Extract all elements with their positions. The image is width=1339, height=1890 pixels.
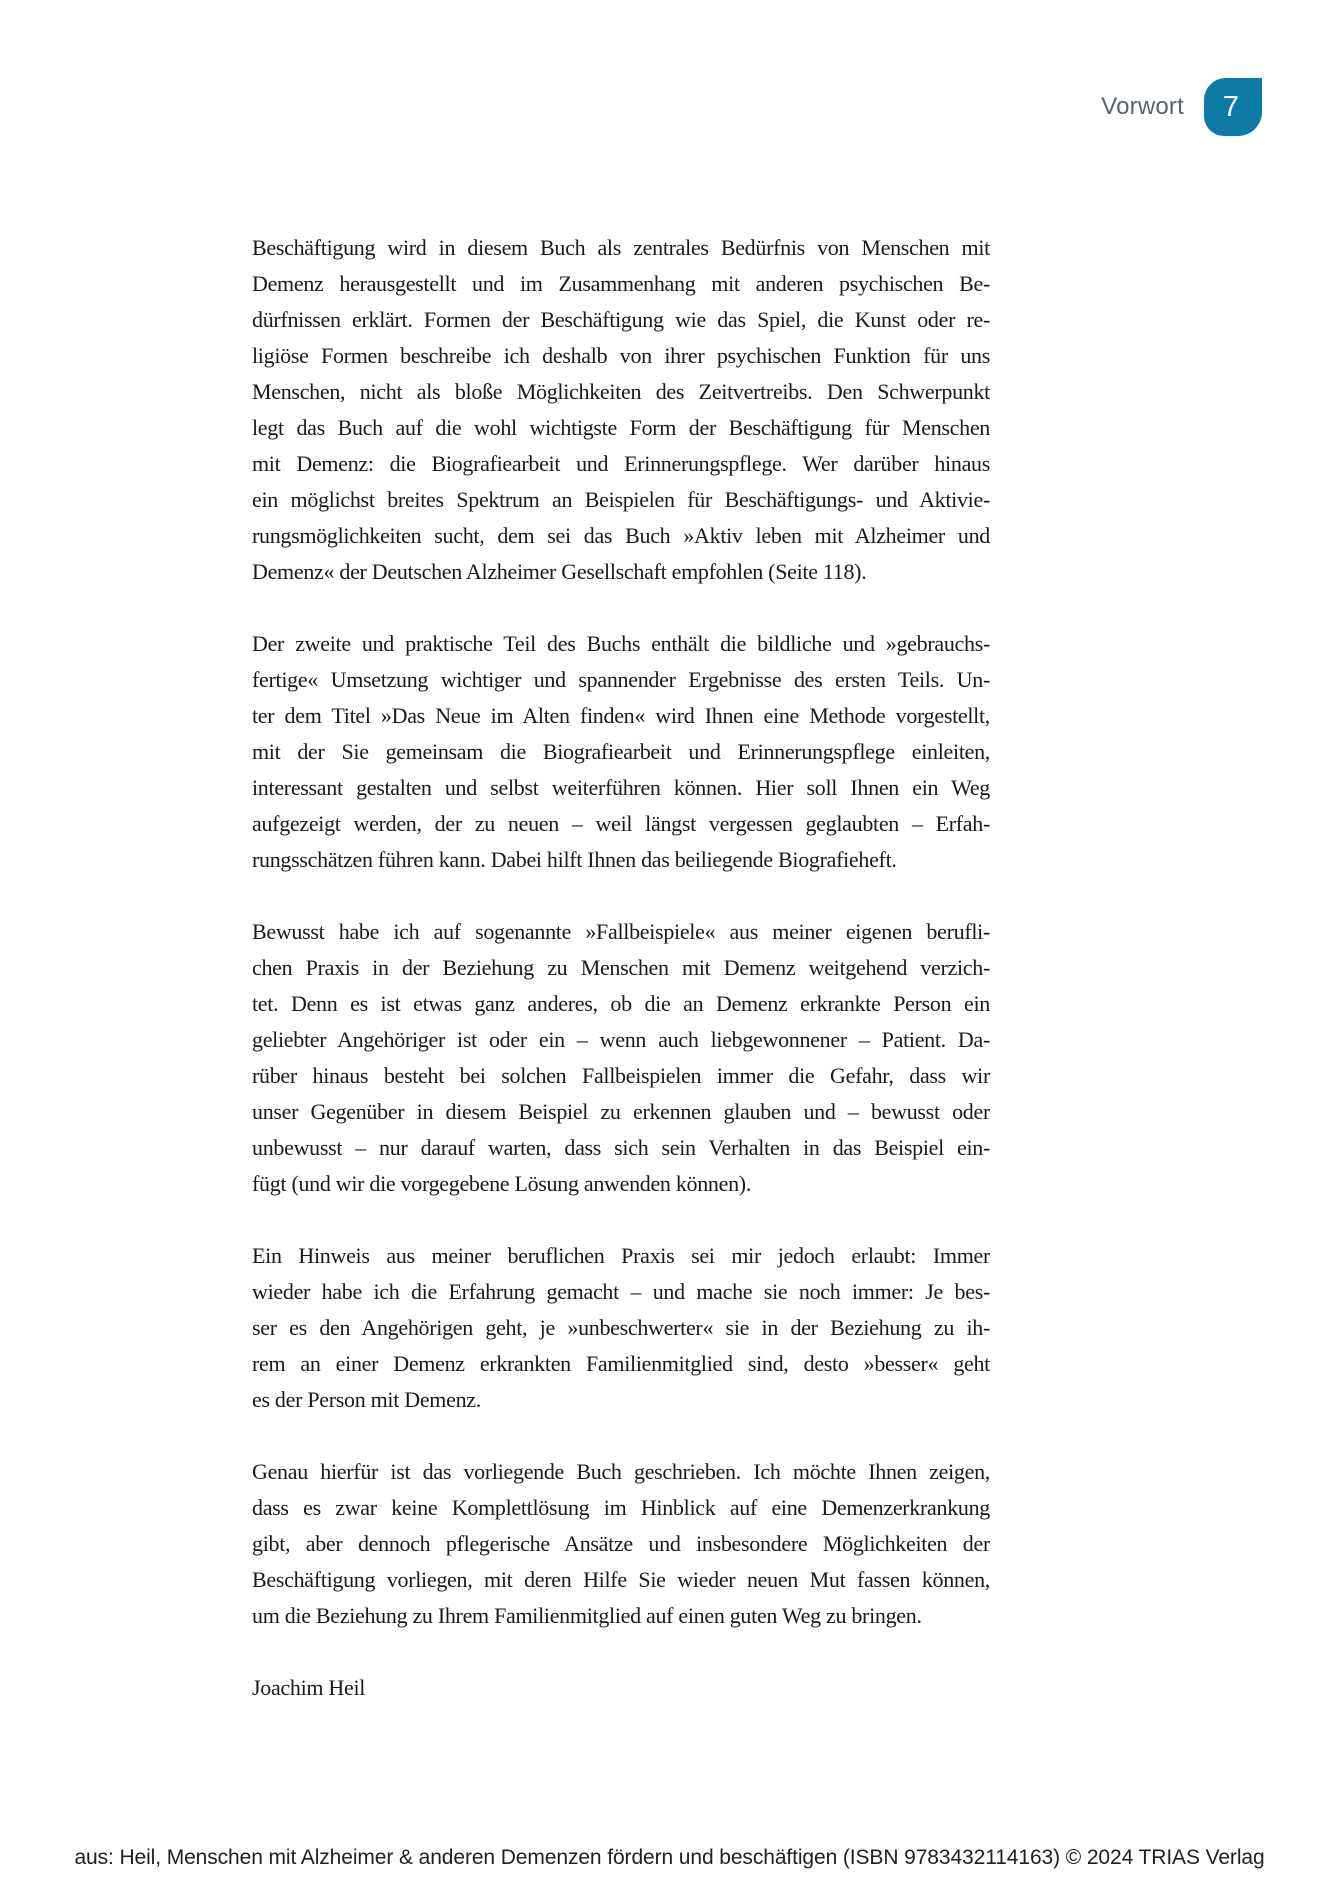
text-line: es der Person mit Demenz. <box>252 1387 481 1412</box>
text-line: ein möglichst breites Spektrum an Beispielen für Beschäftigungs- und Aktivie- <box>252 487 990 512</box>
text-line: unbewusst – nur darauf warten, dass sich sein Verhalten in das Beispiel ein- <box>252 1135 990 1160</box>
paragraph <box>252 230 990 590</box>
text-line: rungsmöglichkeiten sucht, dem sei das Buch »Aktiv leben mit Alzheimer und <box>252 523 990 548</box>
text-line: Beschäftigung wird in diesem Buch als zentrales Bedürfnis von Menschen mit <box>252 235 990 260</box>
paragraph <box>252 1454 990 1634</box>
text-line: ligiöse Formen beschreibe ich deshalb von ihrer psychischen Funktion für uns <box>252 343 990 368</box>
text-line: legt das Buch auf die wohl wichtigste Form der Beschäftigung für Menschen <box>252 415 990 440</box>
text-line: fertige« Umsetzung wichtiger und spannender Ergebnisse des ersten Teils. Un- <box>252 667 990 692</box>
text-line: fügt (und wir die vorgegebene Lösung anwenden können). <box>252 1171 752 1196</box>
text-line: mit der Sie gemeinsam die Biografiearbeit und Erinnerungspflege einleiten, <box>252 739 990 764</box>
text-line: ter dem Titel »Das Neue im Alten finden« wird Ihnen eine Methode vorgestellt, <box>252 703 990 728</box>
text-line: dürfnissen erklärt. Formen der Beschäftigung wie das Spiel, die Kunst oder re- <box>252 307 990 332</box>
author-signature: Joachim Heil <box>252 1675 366 1700</box>
paragraphs-container <box>252 230 990 1634</box>
text-line: dass es zwar keine Komplettlösung im Hinblick auf eine Demenzerkrankung <box>252 1495 990 1520</box>
copyright-line: aus: Heil, Menschen mit Alzheimer & anderen Demenzen fördern und beschäftigen (ISBN 9783432114163) © 2024 TRIAS Verlag <box>74 1846 1265 1869</box>
text-line: rem an einer Demenz erkrankten Familienmitglied sind, desto »besser« geht <box>252 1351 990 1376</box>
text-line: Demenz herausgestellt und im Zusammenhang mit anderen psychischen Be- <box>252 271 990 296</box>
page-header <box>1101 78 1262 136</box>
text-line: interessant gestalten und selbst weiterführen können. Hier soll Ihnen ein Weg <box>252 775 990 800</box>
text-line: gibt, aber dennoch pflegerische Ansätze und insbesondere Möglichkeiten der <box>252 1531 990 1556</box>
text-line: rüber hinaus besteht bei solchen Fallbeispielen immer die Gefahr, dass wir <box>252 1063 990 1088</box>
text-line: aufgezeigt werden, der zu neuen – weil längst vergessen geglaubten – Erfah- <box>252 811 990 836</box>
paragraph <box>252 914 990 1202</box>
page-footer <box>0 1846 1339 1870</box>
text-line: Bewusst habe ich auf sogenannte »Fallbeispiele« aus meiner eigenen berufli- <box>252 919 990 944</box>
text-line: Genau hierfür ist das vorliegende Buch geschrieben. Ich möchte Ihnen zeigen, <box>252 1459 990 1484</box>
text-line: Menschen, nicht als bloße Möglichkeiten des Zeitvertreibs. Den Schwerpunkt <box>252 379 990 404</box>
text-line: unser Gegenüber in diesem Beispiel zu erkennen glauben und – bewusst oder <box>252 1099 990 1124</box>
paragraph <box>252 1238 990 1418</box>
page-number-badge <box>1204 78 1262 136</box>
preface-text <box>252 230 990 1706</box>
text-line: um die Beziehung zu Ihrem Familienmitglied auf einen guten Weg zu bringen. <box>252 1603 922 1628</box>
text-line: Beschäftigung vorliegen, mit deren Hilfe Sie wieder neuen Mut fassen können, <box>252 1567 990 1592</box>
text-line: geliebter Angehöriger ist oder ein – wenn auch liebgewonnener – Patient. Da- <box>252 1027 990 1052</box>
text-line: chen Praxis in der Beziehung zu Menschen mit Demenz weitgehend verzich- <box>252 955 990 980</box>
text-line: Ein Hinweis aus meiner beruflichen Praxis sei mir jedoch erlaubt: Immer <box>252 1243 990 1268</box>
text-line: wieder habe ich die Erfahrung gemacht – und mache sie noch immer: Je bes- <box>252 1279 990 1304</box>
text-line: Der zweite und praktische Teil des Buchs enthält die bildliche und »gebrauchs- <box>252 631 990 656</box>
text-line: rungsschätzen führen kann. Dabei hilft Ihnen das beiliegende Biografieheft. <box>252 847 897 872</box>
paragraph <box>252 626 990 878</box>
text-line: Demenz« der Deutschen Alzheimer Gesellschaft empfohlen (Seite 118). <box>252 559 867 584</box>
page-number: 7 <box>1222 90 1240 123</box>
text-line: mit Demenz: die Biografiearbeit und Erinnerungspflege. Wer darüber hinaus <box>252 451 990 476</box>
text-line: ser es den Angehörigen geht, je »unbeschwerter« sie in der Beziehung zu ih- <box>252 1315 990 1340</box>
section-label: Vorwort <box>1101 93 1184 120</box>
text-line: tet. Denn es ist etwas ganz anderes, ob die an Demenz erkrankte Person ein <box>252 991 990 1016</box>
